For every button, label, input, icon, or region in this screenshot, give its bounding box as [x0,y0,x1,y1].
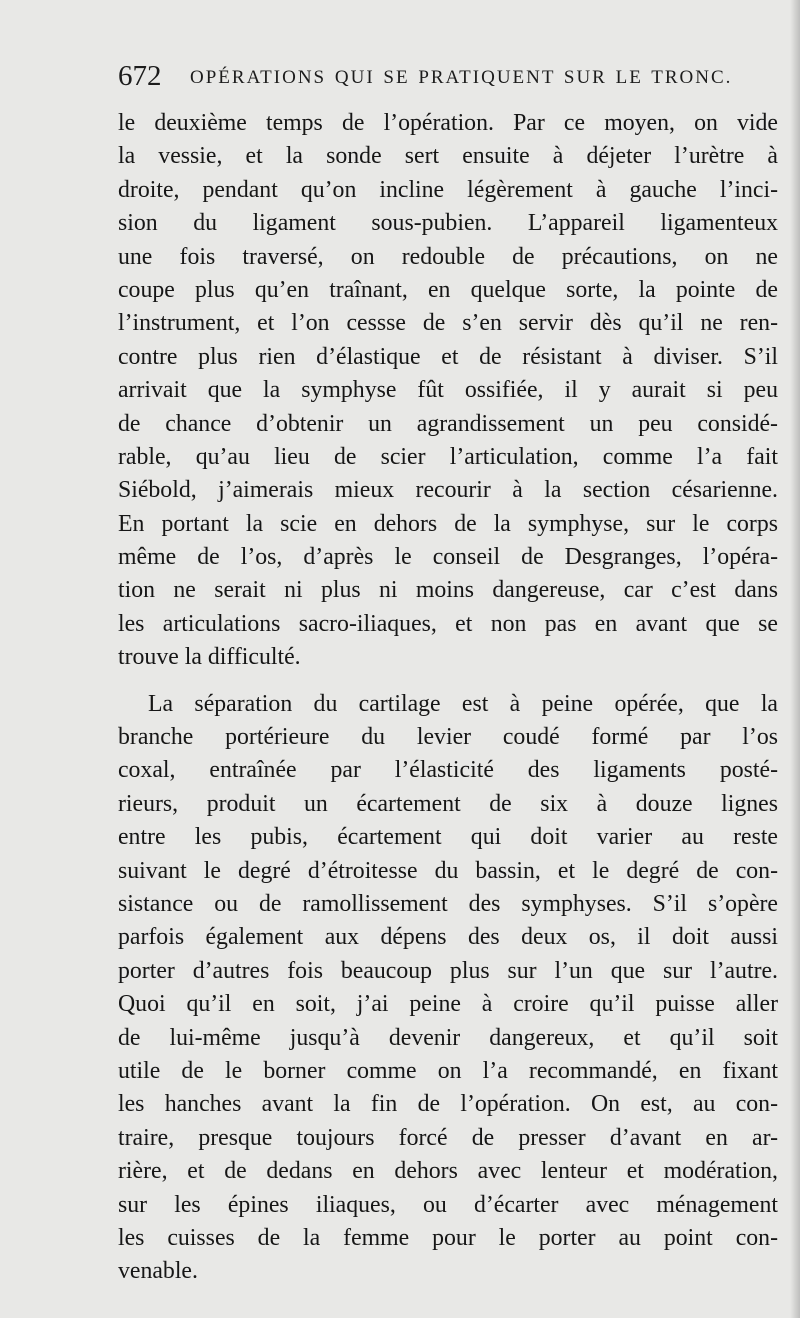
text-line: Siébold, j’aimerais mieux recourir à la section césarienne. [118,477,778,504]
text-line: branche portérieure du levier coudé formé par l’os [118,724,778,751]
text-line: suivant le degré d’étroitesse du bassin, et le degré de con- [118,857,778,884]
text-line: même de l’os, d’après le conseil de Desgranges, l’opéra- [118,544,778,571]
text-line: sistance ou de ramollissement des symphyses. S’il s’opère [118,890,778,917]
text-line: traire, presque toujours forcé de presser d’avant en ar- [118,1124,778,1151]
running-head: OPÉRATIONS QUI SE PRATIQUENT SUR LE TRONC. [190,67,733,88]
paragraph [118,688,778,1289]
text-line: La séparation du cartilage est à peine opérée, que la [148,690,778,717]
page-header [118,58,748,94]
text-line: entre les pubis, écartement qui doit varier au reste [118,824,778,851]
text-line: de lui-même jusqu’à devenir dangereux, et qu’il soit [118,1024,778,1051]
text-line: tion ne serait ni plus ni moins dangereuse, car c’est dans [118,577,778,604]
text-line: les articulations sacro-iliaques, et non pas en avant que se [118,610,778,637]
text-line: de chance d’obtenir un agrandissement un peu considé- [118,410,778,437]
text-line: le deuxième temps de l’opération. Par ce moyen, on vide [118,110,778,136]
text-line: En portant la scie en dehors de la symphyse, sur le corps [118,510,778,537]
text-line: sur les épines iliaques, ou d’écarter avec ménagement [118,1191,778,1218]
text-line: contre plus rien d’élastique et de résistant à diviser. S’il [118,343,778,370]
text-line: trouve la difficulté. [118,644,301,671]
paragraph [118,107,778,675]
paragraph-gap [118,675,778,688]
text-line: rable, qu’au lieu de scier l’articulation, comme l’a fait [118,443,778,470]
text-line: les cuisses de la femme pour le porter au point con- [118,1224,778,1251]
text-line: porter d’autres fois beaucoup plus sur l’un que sur l’autre. [118,957,778,984]
text-line: Quoi qu’il en soit, j’ai peine à croire qu’il puisse aller [118,991,778,1018]
text-line: rieurs, produit un écartement de six à douze lignes [118,790,778,817]
text-line: arrivait que la symphyse fût ossifiée, il y aurait si peu [118,377,778,404]
text-line: sion du ligament sous-pubien. L’appareil ligamenteux [118,210,778,237]
page-edge-shadow [790,0,800,1318]
text-line: rière, et de dedans en dehors avec lenteur et modération, [118,1158,778,1185]
text-line: coxal, entraînée par l’élasticité des ligaments posté- [118,757,778,784]
text-line: utile de le borner comme on l’a recommandé, en fixant [118,1057,778,1084]
text-line: une fois traversé, on redouble de précautions, on ne [118,243,778,270]
text-line: les hanches avant la fin de l’opération. On est, au con- [118,1091,778,1118]
text-line: coupe plus qu’en traînant, en quelque sorte, la pointe de [118,276,778,303]
page-number: 672 [118,60,162,92]
text-line: droite, pendant qu’on incline légèrement à gauche l’inci- [118,176,778,203]
text-line: parfois également aux dépens des deux os, il doit aussi [118,924,778,951]
text-line: la vessie, et la sonde sert ensuite à déjeter l’urètre à [118,143,778,170]
body-text [118,107,778,1289]
text-line: venable. [118,1258,198,1285]
text-line: l’instrument, et l’on cessse de s’en servir dès qu’il ne ren- [118,310,778,337]
